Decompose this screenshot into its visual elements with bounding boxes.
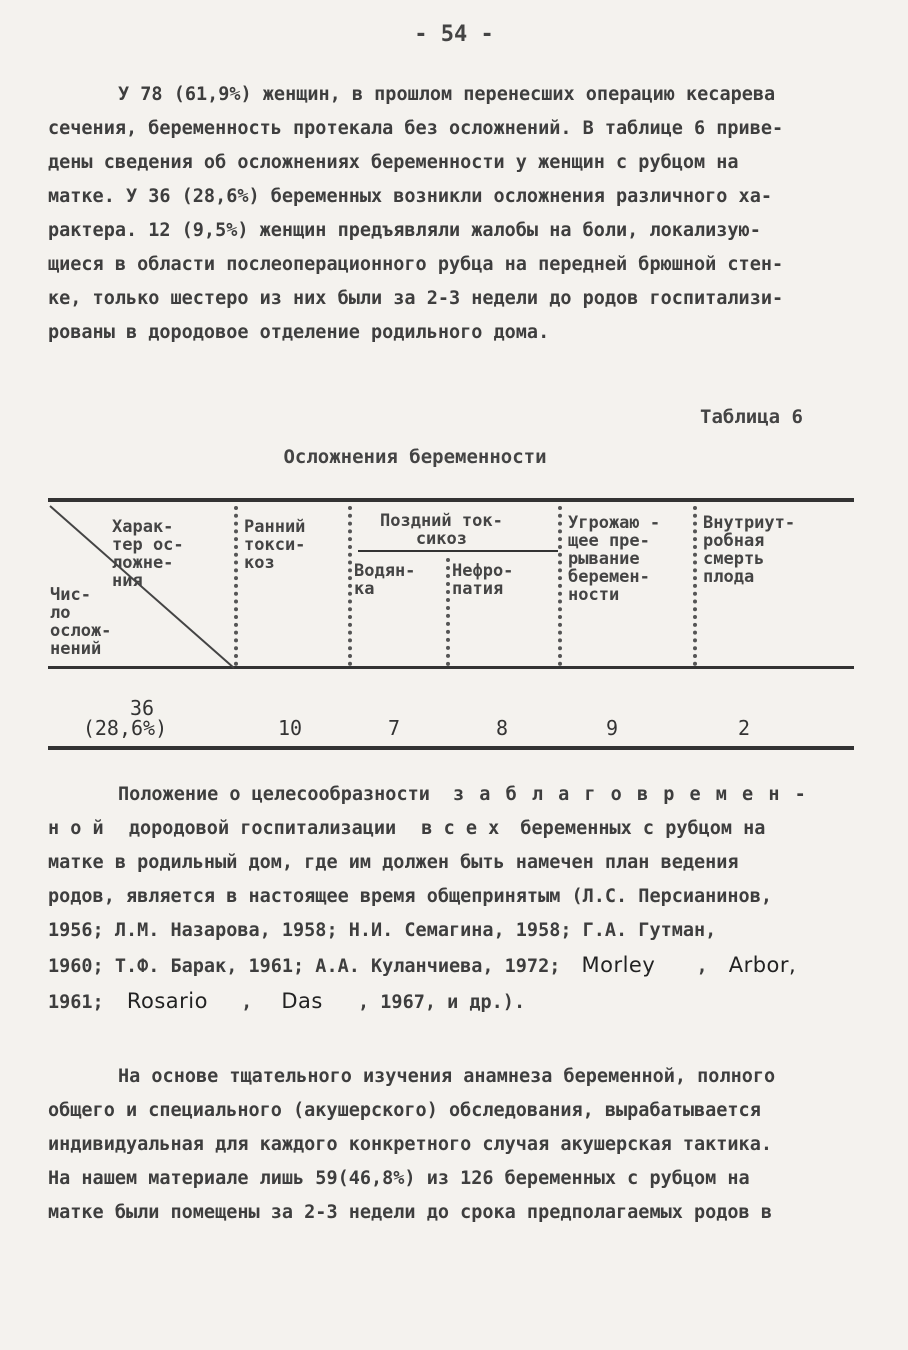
value-dropsy: 7 bbox=[387, 716, 401, 740]
p1-line-2: сечения, беременность протекала без осложнений. В таблице 6 приве- bbox=[48, 118, 784, 139]
p2-line-4: родов, является в настоящее время общепринятым (Л.С. Персианинов, bbox=[48, 886, 772, 907]
h-late-line-1: Поздний ток- bbox=[380, 511, 503, 531]
p2-text: , 1967, и др.). bbox=[358, 992, 526, 1013]
value-nephropathy: 8 bbox=[495, 716, 509, 740]
value-early-toxicosis: 10 bbox=[277, 716, 303, 740]
h-threat-line-3: рывание bbox=[568, 549, 640, 569]
h-threat-line-1: Угрожаю - bbox=[568, 513, 661, 533]
p2-line-5: 1956; Л.М. Назарова, 1958; Н.И. Семагина, 1958; Г.А. Гутман, bbox=[48, 920, 717, 941]
table-bottom-rule bbox=[48, 746, 854, 750]
handwritten-morley: Morley bbox=[581, 953, 656, 977]
header-intrauterine-death bbox=[703, 514, 795, 586]
p2-line-7 bbox=[48, 984, 866, 1020]
h-early-line-2: токси- bbox=[244, 535, 306, 555]
h-death-line-3: смерть bbox=[703, 549, 765, 569]
h-threat-line-4: беремен- bbox=[568, 567, 650, 587]
h-corner-bottom-line-4: нений bbox=[50, 639, 102, 659]
complications-table bbox=[48, 494, 854, 756]
h-nephro-line-1: Нефро- bbox=[452, 561, 514, 581]
value-total: 36 bbox=[129, 696, 155, 720]
p1-line-8: рованы в дородовое отделение родильного дома. bbox=[48, 322, 550, 343]
p2-text: 1961; bbox=[48, 992, 104, 1013]
p1-line-1: У 78 (61,9%) женщин, в прошлом перенесших операцию кесарева bbox=[118, 84, 776, 105]
value-threatened-abortion: 9 bbox=[605, 716, 619, 740]
late-toxicosis-underline bbox=[358, 550, 558, 552]
p3-line-5: матке были помещены за 2-3 недели до срока предполагаемых родов в bbox=[48, 1202, 772, 1223]
p2-text: беременных с рубцом на bbox=[520, 818, 766, 839]
h-death-line-4: плода bbox=[703, 567, 755, 587]
h-death-line-2: робная bbox=[703, 531, 765, 551]
separator-2 bbox=[348, 506, 352, 666]
p1-line-3: дены сведения об осложнениях беременности у женщин с рубцом на bbox=[48, 152, 739, 173]
handwritten-rosario: Rosario bbox=[126, 989, 208, 1013]
p2-text: Положение о целесообразности bbox=[118, 784, 430, 805]
h-corner-bottom-line-1: Чис- bbox=[50, 585, 91, 605]
p2-text: , bbox=[241, 992, 253, 1013]
header-count bbox=[50, 586, 111, 658]
h-threat-line-5: ности bbox=[568, 585, 620, 605]
table-label: Таблица 6 bbox=[700, 406, 803, 428]
p3-line-3: индивидуальная для каждого конкретного случая акушерская тактика. bbox=[48, 1134, 772, 1155]
p2-line-3: матке в родильный дом, где им должен быть намечен план ведения bbox=[48, 852, 739, 873]
paragraph-hospitalization bbox=[48, 778, 866, 1020]
h-early-line-1: Ранний bbox=[244, 517, 306, 537]
h-threat-line-2: щее пре- bbox=[568, 531, 650, 551]
handwritten-das: Das bbox=[281, 989, 323, 1013]
header-threatened-abortion bbox=[568, 514, 660, 604]
separator-4 bbox=[558, 506, 562, 666]
p1-line-5: рактера. 12 (9,5%) женщин предъявляли жалобы на боли, локализую- bbox=[48, 220, 761, 241]
value-intrauterine-death: 2 bbox=[737, 716, 751, 740]
p2-line-2 bbox=[48, 812, 866, 846]
h-dropsy-line-1: Водян- bbox=[354, 561, 416, 581]
h-corner-top-line-2: тер ос- bbox=[112, 535, 184, 555]
p2-spaced: н о й bbox=[48, 818, 104, 839]
h-late-line-2: сикоз bbox=[415, 529, 467, 549]
p2-text: дородовой госпитализации bbox=[128, 818, 397, 839]
p1-line-4: матке. У 36 (28,6%) беременных возникли осложнения различного ха- bbox=[48, 186, 772, 207]
p2-spaced: в с е х bbox=[421, 818, 500, 839]
p2-spaced: з а б л а г о в р е м е н - bbox=[453, 784, 808, 805]
p2-text: 1960; Т.Ф. Барак, 1961; А.А. Куланчиева, 1972; bbox=[48, 956, 561, 977]
separator-1 bbox=[234, 506, 238, 666]
h-corner-top-line-3: ложне- bbox=[112, 553, 174, 573]
h-nephro-line-2: патия bbox=[452, 579, 504, 599]
h-dropsy-line-2: ка bbox=[354, 579, 375, 599]
header-dropsy bbox=[354, 562, 415, 598]
header-late-toxicosis bbox=[380, 512, 503, 548]
h-corner-top-line-4: ния bbox=[112, 571, 143, 591]
p3-line-1: На основе тщательного изучения анамнеза беременной, полного bbox=[118, 1066, 776, 1087]
page-number: - 54 - bbox=[414, 22, 494, 47]
paragraph-tactics bbox=[48, 1060, 866, 1230]
separator-3 bbox=[446, 558, 450, 666]
p1-line-6: щиеся в области послеоперационного рубца на передней брюшной стен- bbox=[48, 254, 784, 275]
value-total-percent: (28,6%) bbox=[82, 716, 168, 740]
h-death-line-1: Внутриут- bbox=[703, 513, 796, 533]
handwritten-arbor: Arbor, bbox=[728, 953, 797, 977]
h-early-line-3: коз bbox=[244, 553, 275, 573]
p2-line-1 bbox=[48, 778, 866, 812]
p2-text: , bbox=[696, 956, 708, 977]
h-corner-bottom-line-2: ло bbox=[50, 603, 71, 623]
h-corner-top-line-1: Харак- bbox=[112, 517, 174, 537]
p3-line-2: общего и специального (акушерского) обследования, вырабатывается bbox=[48, 1100, 761, 1121]
header-nephropathy bbox=[452, 562, 513, 598]
p2-line-6 bbox=[48, 948, 866, 984]
header-complication-type bbox=[112, 518, 184, 590]
p1-line-7: ке, только шестеро из них были за 2-3 недели до родов госпитализи- bbox=[48, 288, 784, 309]
p3-line-4: На нашем материале лишь 59(46,8%) из 126 беременных с рубцом на bbox=[48, 1168, 750, 1189]
table-title: Осложнения беременности bbox=[283, 446, 547, 468]
h-corner-bottom-line-3: ослож- bbox=[50, 621, 112, 641]
separator-5 bbox=[693, 506, 697, 666]
header-early-toxicosis bbox=[244, 518, 305, 572]
paragraph-complications-intro bbox=[48, 78, 866, 350]
